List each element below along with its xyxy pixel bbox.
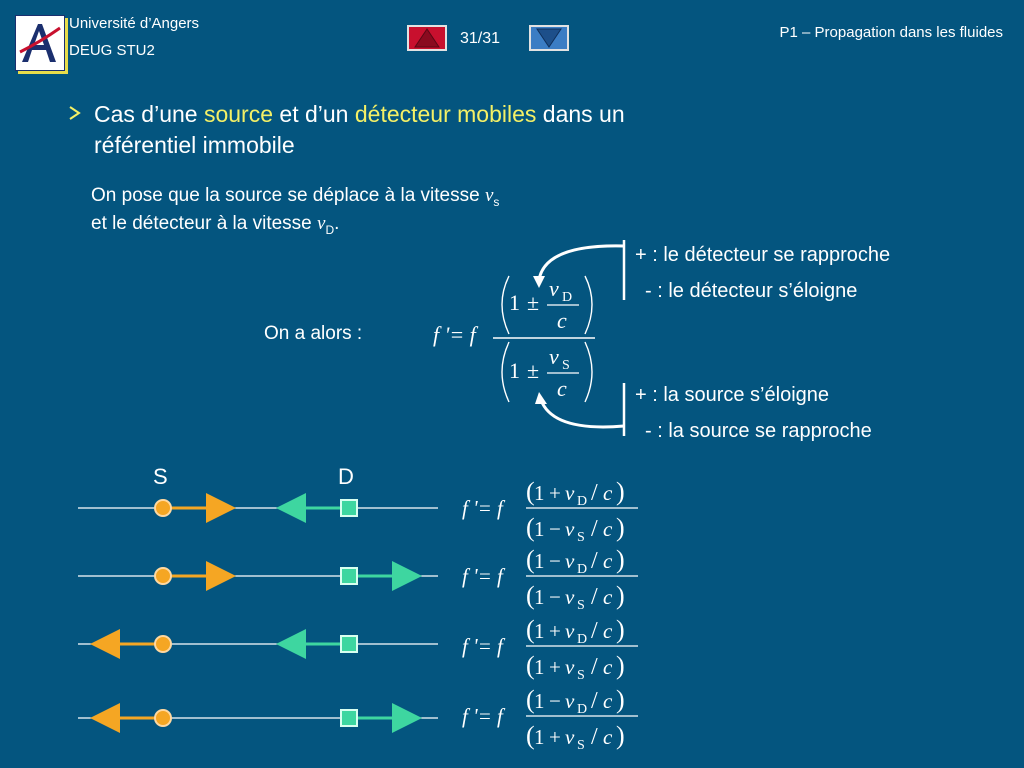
den-pm: ± [527, 358, 540, 383]
sign-pointer-arrows [525, 238, 635, 438]
den-one: 1 [534, 517, 545, 541]
den-sign: − [549, 517, 561, 541]
paren: ) [616, 545, 625, 574]
paren: ( [526, 545, 535, 574]
intro-text-2: et le détecteur à la vitesse [91, 213, 318, 234]
num-sub-d: D [577, 562, 588, 577]
bullet-heading [94, 100, 625, 128]
slash: / [591, 688, 598, 714]
detector-square [341, 636, 357, 652]
next-slide-button[interactable] [529, 25, 569, 51]
detector-curve-arrow [539, 246, 624, 280]
case-row-2 [78, 568, 438, 584]
num-c: c [603, 689, 613, 713]
case-row-1 [78, 500, 438, 516]
paren: ( [526, 685, 535, 714]
slide-title: P1 – Propagation dans les fluides [779, 24, 1003, 41]
den-v: v [565, 585, 575, 609]
num-sub-d: D [577, 632, 588, 647]
den-v: v [549, 344, 559, 369]
course-name: DEUG STU2 [69, 42, 155, 59]
paren: ( [526, 721, 535, 750]
num-sign: − [549, 689, 561, 713]
paren: ) [616, 721, 625, 750]
paren: ( [526, 477, 535, 506]
university-logo [15, 15, 65, 71]
previous-slide-button[interactable] [407, 25, 447, 51]
triangle-up-icon [409, 27, 445, 49]
source-label: S [153, 464, 168, 489]
num-one: 1 [509, 290, 520, 315]
source-dot [155, 636, 171, 652]
bullet-heading-line2: référentiel immobile [94, 132, 295, 158]
num-sub-d: D [562, 290, 573, 305]
slash: / [591, 548, 598, 574]
source-dot [155, 710, 171, 726]
slash: / [591, 724, 598, 750]
paren: ) [616, 615, 625, 644]
num-one: 1 [534, 619, 545, 643]
num-pm: ± [527, 290, 540, 315]
den-c: c [557, 376, 567, 401]
num-v: v [565, 481, 575, 505]
den-v: v [565, 517, 575, 541]
num-c: c [557, 308, 567, 333]
num-c: c [603, 549, 613, 573]
case-row-3 [78, 636, 438, 652]
source-dot [155, 500, 171, 516]
den-c: c [603, 655, 613, 679]
paren: ) [616, 651, 625, 680]
num-sign: − [549, 549, 561, 573]
den-v: v [565, 655, 575, 679]
detector-square [341, 500, 357, 516]
den-sub-s: S [577, 530, 585, 545]
source-word: source [203, 101, 274, 127]
paren: ( [526, 615, 535, 644]
case-formula-lhs: f '= f [462, 564, 503, 588]
bullet-text-3: dans un [536, 101, 625, 127]
slash: / [591, 618, 598, 644]
num-one: 1 [534, 549, 545, 573]
detector-square [341, 568, 357, 584]
paren: ( [526, 651, 535, 680]
detector-label: D [338, 464, 354, 489]
source-curve-arrow [541, 400, 624, 427]
den-sub-s: S [562, 358, 570, 373]
den-sub-s: S [577, 668, 585, 683]
den-one: 1 [509, 358, 520, 383]
den-one: 1 [534, 725, 545, 749]
slash: / [591, 516, 598, 542]
den-sign: − [549, 585, 561, 609]
note-detector-minus: - : le détecteur s’éloigne [645, 280, 858, 302]
note-source-plus: + : la source s’éloigne [635, 384, 830, 406]
den-c: c [603, 585, 613, 609]
num-sign: + [549, 619, 561, 643]
slash: / [591, 480, 598, 506]
case-formula-lhs: f '= f [462, 634, 503, 658]
bullet-text-2: et d’un [273, 101, 355, 127]
detector-square [341, 710, 357, 726]
intro-text-1: On pose que la source se déplace à la vitesse [91, 185, 485, 206]
case-formula-lhs: f '= f [462, 704, 503, 728]
paren: ( [526, 581, 535, 610]
den-sub-s: S [577, 738, 585, 753]
num-c: c [603, 481, 613, 505]
detector-word: détecteur mobiles [354, 101, 537, 127]
arrow-bullet-icon [67, 105, 83, 126]
page-counter: 31/31 [460, 30, 501, 47]
bullet-text-1: Cas d’une [94, 101, 204, 127]
v-symbol: v [484, 185, 494, 206]
intro-line-2 [91, 211, 339, 243]
paren: ) [616, 477, 625, 506]
source-dot [155, 568, 171, 584]
den-one: 1 [534, 585, 545, 609]
on-a-alors-label: On a alors : [264, 323, 363, 344]
num-one: 1 [534, 689, 545, 713]
num-sub-d: D [577, 702, 588, 717]
num-v: v [565, 549, 575, 573]
den-sign: + [549, 725, 561, 749]
num-sub-d: D [577, 494, 588, 509]
note-detector-plus: + : le détecteur se rapproche [635, 244, 891, 266]
paren: ) [616, 581, 625, 610]
paren: ) [616, 685, 625, 714]
sub-d: D [325, 222, 335, 237]
v-symbol: v [317, 213, 326, 234]
motion-diagram [70, 480, 450, 740]
den-sub-s: S [577, 598, 585, 613]
case-formula-lhs: f '= f [462, 496, 503, 520]
formula-lhs: f '= f [433, 322, 476, 347]
intro-dot: . [334, 213, 340, 234]
den-one: 1 [534, 655, 545, 679]
university-name: Université d’Angers [69, 15, 200, 32]
slash: / [591, 654, 598, 680]
paren: ( [526, 513, 535, 542]
den-c: c [603, 725, 613, 749]
num-c: c [603, 619, 613, 643]
den-sign: + [549, 655, 561, 679]
paren: ) [616, 513, 625, 542]
num-v: v [549, 276, 559, 301]
case-formulas [458, 470, 658, 765]
slash: / [591, 584, 598, 610]
den-v: v [565, 725, 575, 749]
case-row-4 [78, 710, 438, 726]
num-v: v [565, 689, 575, 713]
num-v: v [565, 619, 575, 643]
num-sign: + [549, 481, 561, 505]
den-c: c [603, 517, 613, 541]
num-one: 1 [534, 481, 545, 505]
triangle-down-icon [531, 27, 567, 49]
note-source-minus: - : la source se rapproche [645, 420, 872, 442]
sub-s: s [493, 194, 500, 209]
